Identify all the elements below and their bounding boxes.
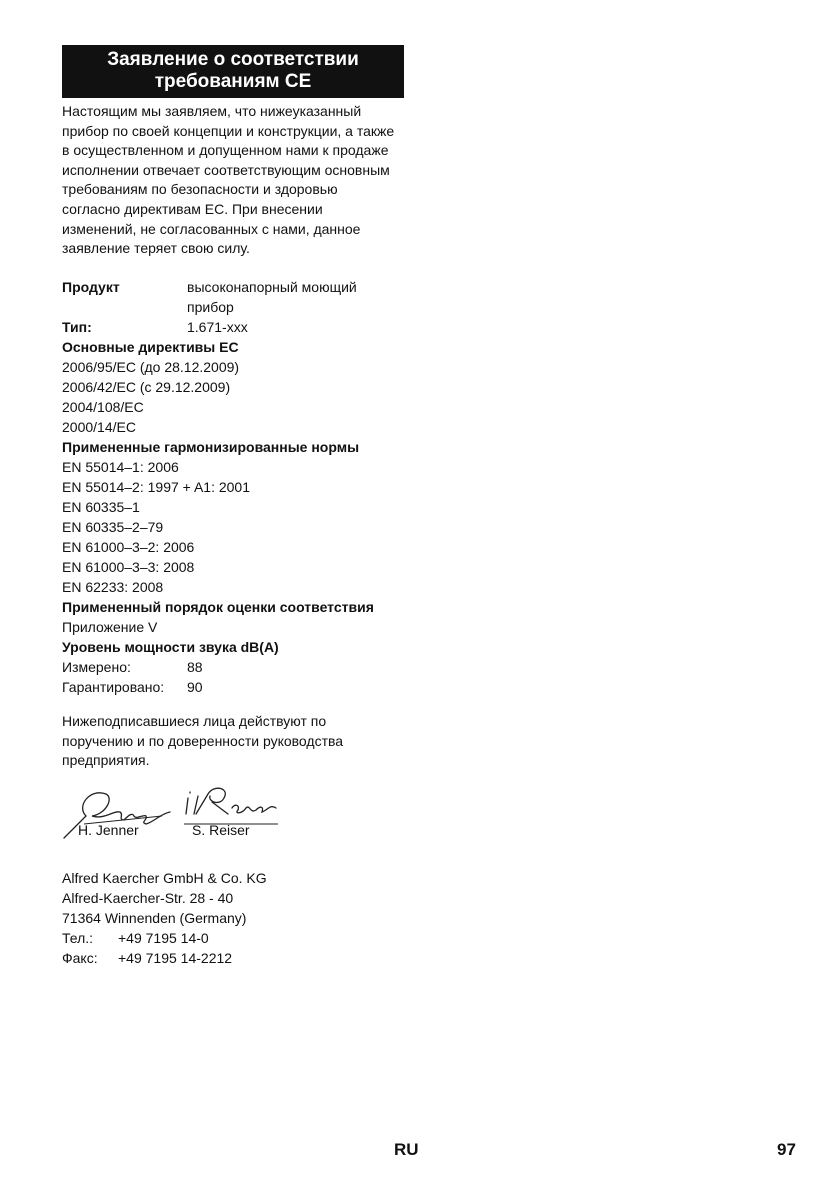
norm-item: EN 60335–1: [62, 499, 140, 515]
product-value-line-1: высоконапорный моющий: [187, 279, 357, 295]
intro-line: в осуществленном и допущенном нами к продаже: [62, 142, 389, 159]
intro-line: изменений, не согласованных с нами, данное: [62, 220, 361, 237]
norm-item: EN 55014–1: 2006: [62, 459, 179, 475]
signing-line: предприятия.: [62, 752, 150, 769]
company-address: [62, 868, 407, 968]
footer-language: RU: [394, 1140, 419, 1159]
company-street: Alfred-Kaercher-Str. 28 - 40: [62, 890, 234, 906]
signing-paragraph: [62, 711, 407, 770]
product-label: Продукт: [62, 279, 120, 295]
type-label: Тип:: [62, 319, 92, 335]
guaranteed-value: 90: [187, 679, 203, 695]
sound-heading: Уровень мощности звука dB(A): [62, 639, 279, 655]
intro-line: требованиям по безопасности и здоровью: [62, 181, 338, 198]
norms-heading: Примененные гармонизированные нормы: [62, 439, 360, 455]
specifications: [62, 277, 407, 697]
assessment-heading: Примененный порядок оценки соответствия: [62, 599, 374, 615]
intro-line: исполнении отвечает соответствующим основным: [62, 161, 390, 178]
guaranteed-label: Гарантировано:: [62, 679, 165, 695]
intro-paragraph: [62, 102, 407, 259]
phone-value: +49 7195 14-0: [118, 930, 209, 946]
product-row: [62, 277, 407, 297]
intro-line: заявление теряет свою силу.: [62, 240, 250, 257]
directive-item: 2000/14/EC: [62, 419, 136, 435]
company-name: Alfred Kaercher GmbH & Co. KG: [62, 870, 267, 886]
footer-page-number: 97: [777, 1140, 796, 1159]
company-phone-row: [62, 928, 407, 948]
intro-line: согласно директивам ЕС. При внесении: [62, 200, 323, 217]
directives-heading: Основные директивы ЕС: [62, 339, 239, 355]
company-fax-row: [62, 948, 407, 968]
signing-line: поручению и по доверенности руководства: [62, 732, 344, 749]
directive-item: 2004/108/EC: [62, 399, 144, 415]
phone-label: Тел.:: [62, 930, 94, 946]
sound-measured-row: [62, 657, 407, 677]
signatures: [62, 780, 302, 842]
measured-value: 88: [187, 659, 203, 675]
intro-line: прибор по своей концепции и конструкции, а также: [62, 122, 395, 139]
type-value: 1.671-xxx: [187, 319, 248, 335]
norm-item: EN 60335–2–79: [62, 519, 164, 535]
signature-name-2: S. Reiser: [192, 822, 250, 838]
title-line-1: Заявление о соответствии: [107, 49, 359, 70]
norm-item: EN 55014–2: 1997 + A1: 2001: [62, 479, 250, 495]
company-city: 71364 Winnenden (Germany): [62, 910, 247, 926]
norm-item: EN 62233: 2008: [62, 579, 164, 595]
signature-reiser: [186, 788, 276, 814]
fax-value: +49 7195 14-2212: [118, 950, 233, 966]
measured-label: Измерено:: [62, 659, 131, 675]
fax-label: Факс:: [62, 950, 98, 966]
intro-line: Настоящим мы заявляем, что нижеуказанный: [62, 103, 362, 119]
directive-item: 2006/95/EC (до 28.12.2009): [62, 359, 240, 375]
type-row: [62, 317, 407, 337]
signing-line: Нижеподписавшиеся лица действуют по: [62, 713, 327, 729]
norm-item: EN 61000–3–3: 2008: [62, 559, 195, 575]
sound-guaranteed-row: [62, 677, 407, 697]
product-value-line-2: прибор: [187, 299, 234, 315]
signature-name-1: H. Jenner: [78, 822, 139, 838]
product-row-cont: [62, 297, 407, 317]
assessment-value: Приложение V: [62, 619, 158, 635]
declaration-title: [62, 45, 404, 98]
title-line-2: требованиям CE: [154, 71, 312, 92]
directive-item: 2006/42/EC (с 29.12.2009): [62, 379, 231, 395]
norm-item: EN 61000–3–2: 2006: [62, 539, 195, 555]
